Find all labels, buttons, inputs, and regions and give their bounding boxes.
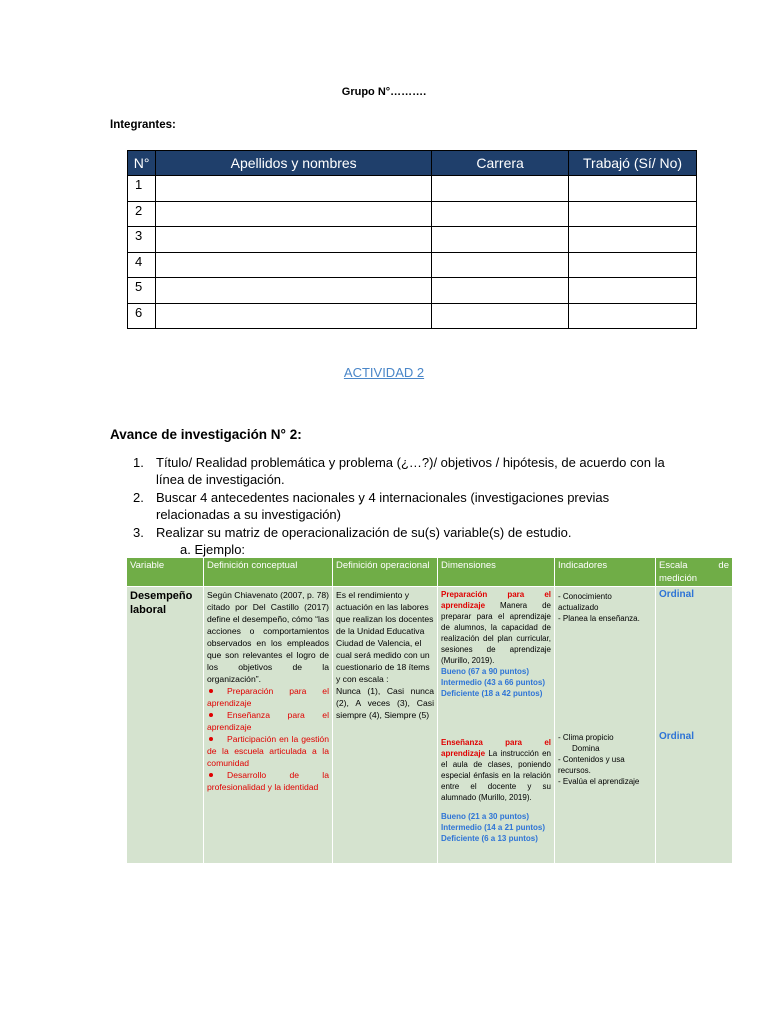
career-cell[interactable]: [432, 303, 569, 329]
table-row: [128, 227, 697, 253]
bullet-icon: [209, 773, 213, 777]
matrix-header-escala: Escala de medición: [656, 558, 732, 586]
dimension-block: [441, 737, 551, 844]
names-cell[interactable]: [156, 252, 432, 278]
indicator-item: - Evalúa el aprendizaje: [558, 777, 640, 786]
matrix-header-def-conceptual: Definición conceptual: [204, 558, 332, 586]
members-label: Integrantes:: [110, 119, 176, 131]
def-conceptual-item: [207, 685, 329, 709]
career-cell[interactable]: [432, 227, 569, 253]
indicator-item: - Contenidos y usa recursos.: [558, 755, 625, 775]
def-conceptual-item-text: Desarrollo de la profesionalidad y la identidad: [207, 770, 329, 792]
dimension-title: Enseñanza para el aprendizaje: [441, 738, 551, 758]
indicator-item: - Clima propicio: [558, 733, 614, 742]
list-item-number: 3.: [133, 525, 144, 540]
list-item: [110, 524, 670, 541]
dimension-title: Preparación para el aprendizaje: [441, 590, 551, 610]
list-item: [110, 489, 670, 523]
matrix-cell-dimensiones: [438, 587, 554, 863]
operationalization-matrix: [127, 558, 732, 863]
names-cell[interactable]: [156, 227, 432, 253]
list-item-number: 1.: [133, 455, 144, 470]
indicator-group: [558, 591, 652, 624]
names-cell[interactable]: [156, 303, 432, 329]
worked-cell[interactable]: [569, 278, 697, 304]
level-label: Deficiente (18 a 42 puntos): [441, 689, 543, 698]
table-row: [128, 201, 697, 227]
names-cell[interactable]: [156, 201, 432, 227]
matrix-header-def-operacional: Definición operacional: [333, 558, 437, 586]
def-conceptual-text: Según Chiavenato (2007, p. 78) citado por Del Castillo (2017) define el desempeño, cómo “las acciones o comportamientos observados en los empleados que son relevantes el logro de los objetivos de la organización”.: [207, 590, 329, 684]
row-number: 6: [128, 303, 156, 329]
members-table: [127, 150, 697, 329]
row-number: 2: [128, 201, 156, 227]
names-cell[interactable]: [156, 176, 432, 202]
row-number: 1: [128, 176, 156, 202]
career-cell[interactable]: [432, 278, 569, 304]
level-label: Intermedio (43 a 66 puntos): [441, 678, 546, 687]
indicator-item: Domina: [572, 744, 600, 753]
table-row: [128, 278, 697, 304]
table-row: [128, 303, 697, 329]
def-conceptual-item-text: Participación en la gestión de la escuela articulada a la comunidad: [207, 734, 329, 768]
indicator-item: - Planea la enseñanza.: [558, 614, 640, 623]
def-operacional-scale: Nunca (1), Casi nunca (2), A veces (3), Casi siempre (4), Siempre (5): [336, 686, 434, 720]
def-conceptual-item-text: Enseñanza para el aprendizaje: [207, 710, 329, 732]
def-operacional-text: Es el rendimiento y actuación en las labores que realizan los docentes de la Unidad Educativa Ciudad de Valencia, el cual será medido con un cuestionario de 18 ítems y con escala :: [336, 590, 434, 684]
members-table-header: [128, 151, 697, 176]
section-heading: Avance de investigación N° 2:: [110, 427, 302, 442]
career-cell[interactable]: [432, 176, 569, 202]
worked-cell[interactable]: [569, 176, 697, 202]
row-number: 4: [128, 252, 156, 278]
career-cell[interactable]: [432, 201, 569, 227]
list-item-text: Buscar 4 antecedentes nacionales y 4 internacionales (investigaciones previas relacionadas a su investigación): [156, 490, 610, 522]
level-label: Intermedio (14 a 21 puntos): [441, 823, 546, 832]
list-item-text: Realizar su matriz de operacionalización de su(s) variable(s) de estudio.: [156, 525, 572, 540]
matrix-cell-def-operacional: [333, 587, 437, 863]
def-conceptual-item: [207, 733, 329, 769]
worked-cell[interactable]: [569, 303, 697, 329]
list-item-number: 2.: [133, 490, 144, 505]
matrix-cell-variable: [127, 587, 203, 863]
matrix-cell-indicadores: [555, 587, 655, 863]
matrix-header-indicadores: Indicadores: [555, 558, 655, 586]
list-item-text: Título/ Realidad problemática y problema (¿…?)/ objetivos / hipótesis, de acuerdo con la línea de investigación.: [156, 455, 665, 487]
worked-cell[interactable]: [569, 227, 697, 253]
dimension-text: Manera de preparar para el aprendizaje de alumnos, la capacidad de realización del plan curricular, sesiones de aprendizaje (Murillo, 2019).: [441, 601, 551, 665]
career-cell[interactable]: [432, 252, 569, 278]
matrix-header-variable: Variable: [127, 558, 203, 586]
def-conceptual-item-text: Preparación para el aprendizaje: [207, 686, 329, 708]
row-number: 3: [128, 227, 156, 253]
level-label: Bueno (21 a 30 puntos): [441, 812, 530, 821]
worked-cell[interactable]: [569, 252, 697, 278]
bullet-icon: [209, 713, 213, 717]
col-header-number: N°: [128, 151, 156, 176]
col-header-worked: Trabajó (Sí/ No): [569, 151, 697, 176]
dimension-text: La instrucción en el aula de clases, poniendo especial énfasis en la relación entre el docente y su alumnado (Murillo, 2019).: [441, 749, 551, 802]
scale-value: Ordinal: [659, 589, 695, 600]
bullet-icon: [209, 689, 213, 693]
names-cell[interactable]: [156, 278, 432, 304]
matrix-header-dimensiones: Dimensiones: [438, 558, 554, 586]
worked-cell[interactable]: [569, 201, 697, 227]
task-list: [110, 454, 670, 542]
def-conceptual-item: [207, 769, 329, 793]
matrix-cell-escala: [656, 587, 732, 863]
matrix-cell-def-conceptual: [204, 587, 332, 863]
activity-link[interactable]: ACTIVIDAD 2: [343, 365, 425, 380]
bullet-icon: [209, 737, 213, 741]
dimension-block: [441, 589, 551, 699]
variable-name: Desempeño laboral: [130, 590, 193, 616]
col-header-career: Carrera: [432, 151, 569, 176]
list-item: [110, 454, 670, 488]
indicator-item: - Conocimiento actualizado: [558, 592, 612, 612]
table-row: [128, 176, 697, 202]
table-row: [128, 252, 697, 278]
scale-value: Ordinal: [659, 731, 695, 742]
def-conceptual-item: [207, 709, 329, 733]
level-label: Bueno (67 a 90 puntos): [441, 667, 530, 676]
row-number: 5: [128, 278, 156, 304]
indicator-group: [558, 732, 652, 787]
col-header-names: Apellidos y nombres: [156, 151, 432, 176]
group-number-label: Grupo N°……….: [341, 86, 427, 98]
level-label: Deficiente (6 a 13 puntos): [441, 834, 538, 843]
example-label: a. Ejemplo:: [180, 542, 246, 557]
